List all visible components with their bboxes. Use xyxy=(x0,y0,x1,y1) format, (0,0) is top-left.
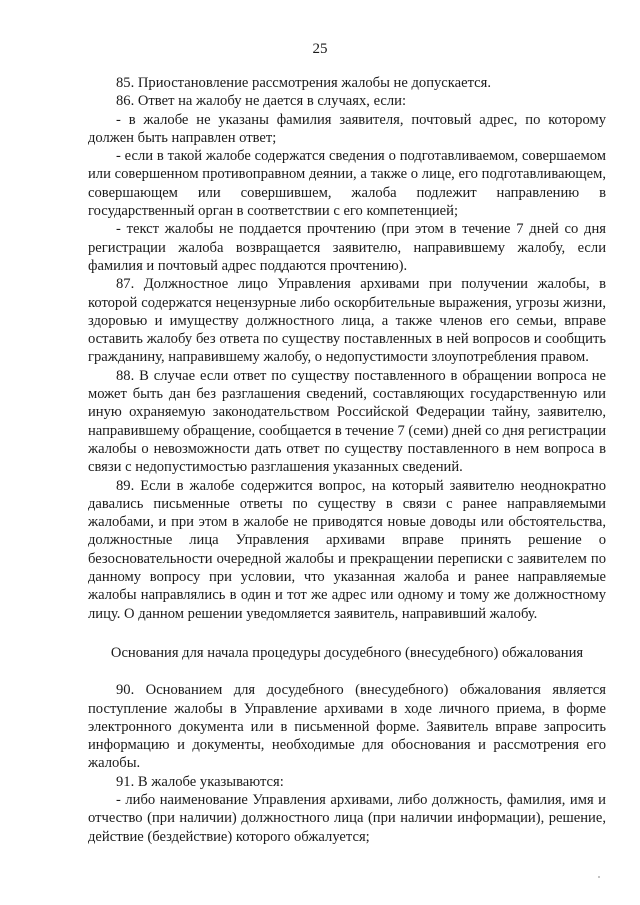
document-body xyxy=(88,74,606,846)
scan-artifact xyxy=(598,876,600,878)
section-heading: Основания для начала процедуры досудебного (внесудебного) обжалования xyxy=(110,644,584,661)
paragraph-85: 85. Приостановление рассмотрения жалобы не допускается. xyxy=(116,75,492,91)
paragraph-90: 90. Основанием для досудебного (внесудебного) обжалования является поступление жалобы в Управление архивами в ходе личного приема, в форме электронного документа или в письменной форме. Заявитель вправе запросить информацию и документы, необходимые для обоснования и рассмотрения его жалобы. xyxy=(88,682,606,772)
paragraph-89: 89. Если в жалобе содержится вопрос, на который заявителю неоднократно давались письменные ответы по существу в связи с ранее направляемыми жалобами, и при этом в жалобе не приводятся новые доводы или обстоятельства, должностные лица Управления архивами вправе принять решение о безосновательности очередной жалобы и прекращении переписки с заявителем по данному вопросу при условии, что указанная жалоба и ранее направляемые жалобы направлялись в один и тот же адрес или одному и тому же должностному лицу. О данном решении уведомляется заявитель, направивший жалобу. xyxy=(88,477,606,622)
paragraph-86-item-3: - текст жалобы не поддается прочтению (при этом в течение 7 дней со дня регистрации жалоба возвращается заявителю, направившему жалобу, если фамилия и почтовый адрес поддаются прочтению). xyxy=(88,221,606,274)
paragraph-91: 91. В жалобе указываются: xyxy=(116,773,284,790)
paragraph-87: 87. Должностное лицо Управления архивами при получении жалобы, в которой содержатся нецензурные либо оскорбительные выражения, угрозы жизни, здоровью и имуществу должностного лица, а также членов его семьи, вправе оставить жалобу без ответа по существу поставленных в ней вопросов и сообщить гражданину, направившему жалобу, о недопустимости злоупотребления правом. xyxy=(88,276,606,366)
paragraph-86-item-1: - в жалобе не указаны фамилия заявителя, почтовый адрес, по которому должен быть направлен ответ; xyxy=(88,111,606,146)
paragraph-86-item-2: - если в такой жалобе содержатся сведения о подготавливаемом, совершаемом или совершенном противоправном деянии, а также о лице, его подготавливающем, совершающем или совершившем, жалоба подлежит направлению в государственный орган в соответствии с его компетенцией; xyxy=(88,148,606,220)
page-number: 25 xyxy=(312,41,328,57)
spacer xyxy=(88,623,606,644)
paragraph-91-item-1: - либо наименование Управления архивами, либо должность, фамилия, имя и отчество (при наличии) должностного лица (при наличии информации), решение, действие (бездействие) которого обжалуется; xyxy=(88,791,606,845)
paragraph-86: 86. Ответ на жалобу не дается в случаях, если: xyxy=(116,93,407,110)
spacer xyxy=(88,662,606,681)
paragraph-88: 88. В случае если ответ по существу поставленного в обращении вопроса не может быть дан без разглашения сведений, составляющих государственную или иную охраняемую законодательством Российской Федерации тайну, заявителю, направившему обращение, сообщается в течение 7 (семи) дней со дня регистрации жалобы о невозможности дать ответ по существу поставленного в нем вопроса в связи с недопустимостью разглашения указанных сведений. xyxy=(88,367,606,476)
